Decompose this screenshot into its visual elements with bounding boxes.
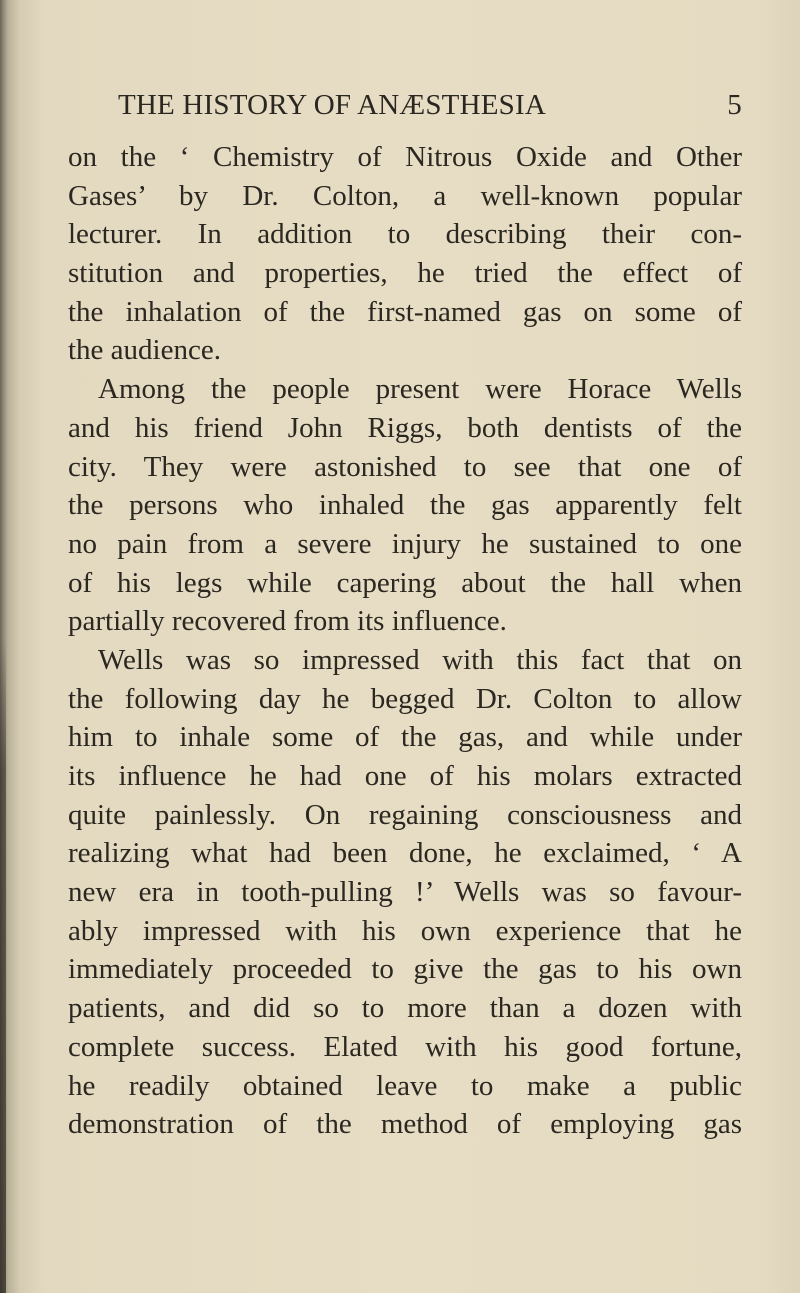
binding-gutter-shadow <box>0 640 6 1293</box>
text-line: lecturer. In addition to describing their con- <box>68 218 742 251</box>
text-line: demonstration of the method of employing gas <box>68 1108 742 1141</box>
text-line: of his legs while capering about the hall when <box>68 566 742 599</box>
page-number: 5 <box>727 89 742 121</box>
text-line: the following day he begged Dr. Colton to allow <box>68 682 742 715</box>
text-line: the audience. <box>68 334 221 367</box>
text-line: partially recovered from its influence. <box>68 605 507 638</box>
text-line: quite painlessly. On regaining consciousness and <box>68 798 742 831</box>
text-line: on the ‘ Chemistry of Nitrous Oxide and Other <box>68 141 742 173</box>
text-line: the persons who inhaled the gas apparently felt <box>68 489 742 522</box>
text-line: the inhalation of the first-named gas on some of <box>68 295 742 328</box>
text-line: ably impressed with his own experience that he <box>68 914 742 947</box>
text-line: he readily obtained leave to make a public <box>68 1069 742 1102</box>
text-line: complete success. Elated with his good fortune, <box>68 1030 742 1063</box>
text-line: immediately proceeded to give the gas to his own <box>68 953 742 986</box>
text-line: Gases’ by Dr. Colton, a well-known popular <box>68 179 742 212</box>
text-line: patients, and did so to more than a dozen with <box>68 992 742 1025</box>
text-line: city. They were astonished to see that one of <box>68 450 742 483</box>
text-line: no pain from a severe injury he sustained to one <box>68 527 742 560</box>
running-header <box>118 89 742 129</box>
body-text <box>68 138 742 1144</box>
text-line: stitution and properties, he tried the effect of <box>68 257 742 290</box>
text-line: Wells was so impressed with this fact that on <box>98 643 742 676</box>
running-title: THE HISTORY OF ANÆSTHESIA <box>118 89 546 121</box>
text-line: him to inhale some of the gas, and while under <box>68 721 742 754</box>
text-line: realizing what had been done, he exclaimed, ‘ A <box>68 837 742 870</box>
text-line: its influence he had one of his molars extracted <box>68 760 742 792</box>
text-line: and his friend John Riggs, both dentists of the <box>68 411 742 444</box>
text-line: Among the people present were Horace Wells <box>98 373 742 406</box>
text-line: new era in tooth-pulling !’ Wells was so favour- <box>68 876 742 909</box>
